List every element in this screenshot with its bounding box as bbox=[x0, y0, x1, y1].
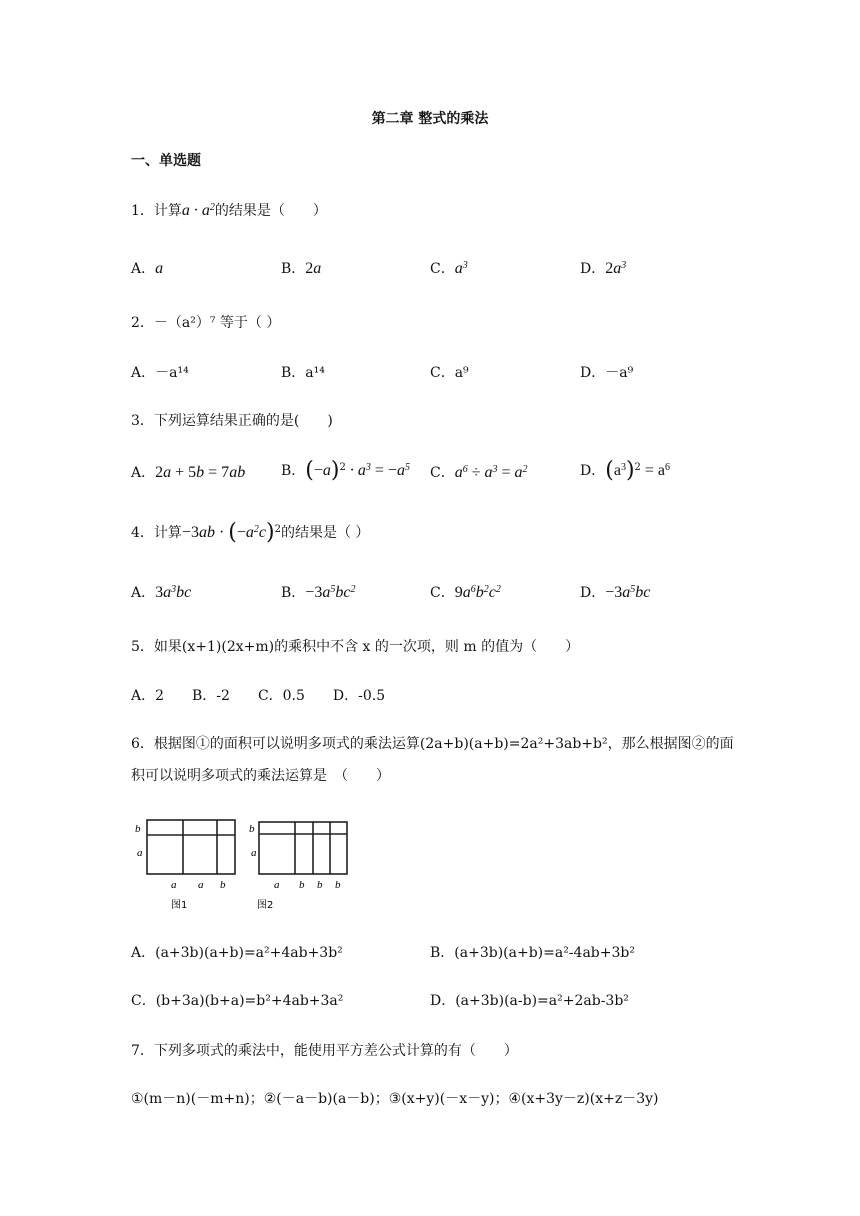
fig1-caption: 图1 bbox=[171, 900, 188, 911]
q6-option-a: A．(a+3b)(a+b)=a²+4ab+3b² bbox=[131, 945, 343, 961]
fig2-side-label-b: b bbox=[249, 823, 255, 835]
q5-options: A．2 B．-2 C．0.5 D．-0.5 bbox=[131, 688, 386, 704]
question-1: 1．计算$a \cdot a^2$的结果是（ ） bbox=[131, 202, 327, 219]
question-3: 3．下列运算结果正确的是( ) bbox=[131, 413, 333, 429]
q4-option-b: B．$-3a^5bc^2$ bbox=[281, 584, 356, 601]
q1-option-a: A．a bbox=[131, 260, 164, 277]
fig2-caption: 图2 bbox=[257, 900, 274, 911]
fig2-bottom-label-3: b bbox=[317, 879, 323, 891]
question-5: 5．如果(x+1)(2x+m)的乘积中不含 x 的一次项，则 m 的值为（ ） bbox=[131, 639, 580, 655]
q4-option-a: A．$3a^3bc$ bbox=[131, 584, 192, 601]
fig1-bottom-label-3: b bbox=[220, 879, 226, 891]
fig2-bottom-label-4: b bbox=[335, 879, 341, 891]
fig1-bottom-label-2: a bbox=[198, 879, 204, 891]
q4-option-d: D．$-3a^5bc$ bbox=[580, 584, 651, 601]
q7-items: ①(m－n)(－m+n)；②(－a－b)(a－b)；③(x+y)(－x－y)；④(x+3y－z)(x+z－3y) bbox=[131, 1091, 659, 1107]
area-figures bbox=[131, 812, 361, 917]
question-4: 4．计算$-3ab \cdot (-a^2c)^2$的结果是（ ） bbox=[131, 520, 370, 545]
q6-option-b: B．(a+3b)(a+b)=a²-4ab+3b² bbox=[430, 945, 635, 961]
q1-option-b: B．2a bbox=[281, 260, 322, 277]
figure-2 bbox=[259, 822, 347, 874]
chapter-title: 第二章 整式的乘法 bbox=[371, 111, 489, 127]
q1-option-d: D．$2a^3$ bbox=[580, 260, 627, 277]
q1-option-c: C．$a^3$ bbox=[430, 260, 468, 277]
q1-expression: $a \cdot a^2$ bbox=[181, 202, 215, 219]
q4-option-c: C．$9a^6b^2c^2$ bbox=[430, 584, 501, 601]
q2-option-a: A．－a¹⁴ bbox=[131, 365, 189, 381]
question-6-line-2: 积可以说明多项式的乘法运算是 （ ） bbox=[131, 768, 390, 784]
fig1-bottom-label-1: a bbox=[171, 879, 177, 891]
section-heading: 一、单选题 bbox=[131, 153, 201, 169]
q6-option-c: C．(b+3a)(b+a)=b²+4ab+3a² bbox=[131, 993, 344, 1009]
q3-option-c: C．$a^6 \div a^3 = a^2$ bbox=[430, 464, 528, 481]
q3-option-b: B．$(-a)^2 \cdot a^3 = -a^5$ bbox=[281, 458, 410, 483]
q3-option-a: A．2a + 5b = 7ab bbox=[131, 464, 246, 481]
figure-1 bbox=[147, 820, 235, 874]
question-6-line-1: 6．根据图①的面积可以说明多项式的乘法运算(2a+b)(a+b)=2a²+3ab+b²，那么根据图②的面 bbox=[131, 736, 734, 752]
question-7: 7．下列多项式的乘法中，能使用平方差公式计算的有（ ） bbox=[131, 1043, 518, 1059]
q2-option-b: B．a¹⁴ bbox=[281, 365, 325, 381]
fig1-side-label-b: b bbox=[135, 823, 141, 835]
q3-option-d: D．$(a^3)^2 = a^6$ bbox=[580, 458, 671, 483]
fig2-side-label-a: a bbox=[251, 847, 257, 859]
fig1-side-label-a: a bbox=[137, 847, 143, 859]
q2-option-d: D．－a⁹ bbox=[580, 365, 634, 381]
q2-option-c: C．a⁹ bbox=[430, 365, 469, 381]
fig2-bottom-label-1: a bbox=[274, 879, 280, 891]
q6-option-d: D．(a+3b)(a-b)=a²+2ab-3b² bbox=[430, 993, 629, 1009]
fig2-bottom-label-2: b bbox=[299, 879, 305, 891]
question-2: 2．－（a²）⁷ 等于（ ） bbox=[131, 315, 281, 331]
